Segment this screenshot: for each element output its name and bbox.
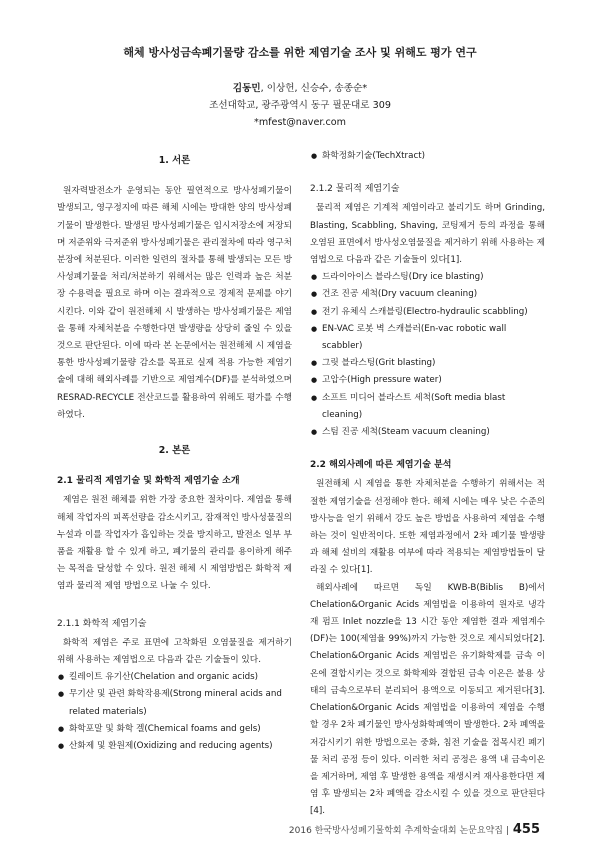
list-item: ● 소프트 미디어 블라스트 세척(Soft media blast cleaning) [310, 390, 545, 424]
page-number: 455 [512, 822, 540, 837]
section-title-body: 2. 본론 [158, 445, 191, 457]
chemical-method-list-continued [310, 148, 545, 165]
subsection-title-2-1: 2.1 물리적 제염기술 및 화학적 제염기술 소개 [57, 476, 240, 487]
list-item: ● 그릿 블라스팅(Grit blasting) [310, 355, 545, 372]
list-item: ● 스팀 진공 세척(Steam vacuum cleaning) [310, 424, 545, 441]
subsection-title-2-1-2: 2.1.2 물리적 제염기술 [310, 184, 400, 195]
list-item: ● 화학정화기술(TechXtract) [310, 148, 545, 165]
introduction-body: 원자력발전소가 운영되는 동안 필연적으로 방사성폐기물이 발생되고, 영구정지에 따른 해체 시에는 방대한 양의 방사성폐기물이 발생한다. 발생된 방사성폐기물은 임시저장소에 저장되며 저준위와 극저준위 방사성폐기물은 관리절차에 따라 영구처분장에 처분된다. 이러한 일련의 절차를 통해 발생되는 모든 방사성폐기물을 처리/처분하기 위해서는 많은 인력과 높은 처분장 수용력을 필요로 하며 이는 결과적으로 경제적 문제를 야기시킨다. 이와 같이 원전해체 시 발생하는 방사성폐기물은 제염을 통해 자체처분을 수행한다면 발생량을 상당히 줄일 수 있을 것으로 판단된다. 이에 따라 본 논문에서는 원전해체 시 제염을 통한 방사성폐기물량 감소를 목표로 실제 적용 가능한 제염기술에 대해 해외사례를 기반으로 제염계수(DF)를 분석하였으며 RESRAD-RECYCLE 전산코드를 활용하여 위해도 평가를 수행하였다. [57, 186, 292, 420]
list-item: ● 화학포말 및 화학 겔(Chemical foams and gels) [57, 721, 292, 738]
list-item: ● 산화제 및 환원제(Oxidizing and reducing agents) [57, 738, 292, 755]
subsection-2-2-body-2: 해외사례에 따르면 독일 KWB-B(Biblis B)에서 Chelation&Organic Acids 제염법을 이용하여 원자로 냉각재 펌프 Inlet nozzle을 13 시간 동안 제염한 결과 제염계수(DF)는 100(제염율 99%)까지 가능한 것으로 제시되었다[2]. Chelation&Organic Acids 제염법은 유기화학제를 금속 이온에 결합시키는 것으로 화학제와 결합된 금속 이온은 불용 상태의 금속으로부터 분리되어 용액으로 이동되고 제거된다[3]. Chelation&Organic Acids 제염법을 이용하여 제염을 수행할 경우 2차 폐기물인 방사성화학폐액이 발생한다. 2차 폐액을 저감시키기 위한 방법으로는 중화, 침전 기술을 접목시킨 폐기물 처리 공정 등이 있다. 이러한 처리 공정은 용액 내 금속이온을 제거하며, 제염 후 발생한 용액을 재생시켜 재사용한다면 제염 후 발생되는 2차 폐액을 감소시킬 수 있을 것으로 판단된다[4]. [310, 582, 545, 817]
author-block [0, 80, 600, 131]
subsection-2-2-body-1: 원전해체 시 제염을 통한 자체처분을 수행하기 위해서는 적절한 제염기술을 선정해야 한다. 해체 시에는 매우 낮은 수준의 방사능을 얻기 위해서 강도 높은 방법을 사용하여 제염을 수행하는 것이 일반적이다. 또한 제염과정에서 2차 폐기물 발생량과 해체 설비의 재활용 여부에 따라 적용되는 제염방법들이 달라질 수 있다[1]. [310, 479, 545, 576]
list-item: ● 무기산 및 관련 화학작용제(Strong mineral acids and related materials) [57, 686, 292, 720]
subsection-title-2-2: 2.2 해외사례에 따른 제염기술 분석 [310, 460, 452, 471]
subsection-2-1-2-body: 물리적 제염은 기계적 제염이라고 불리기도 하며 Grinding, Blasting, Scabbling, Shaving, 코팅제거 등의 과정을 통해 오염된 표면에서 방사성오염물질을 제거하기 위해 사용하는 제염법으로 다음과 같은 기술들이 있다[1]. [310, 203, 545, 266]
list-item: ● 드라이아이스 블라스팅(Dry ice blasting) [310, 269, 545, 286]
section-title-introduction: 1. 서론 [158, 155, 191, 166]
left-column [57, 148, 292, 755]
subsection-title-2-1-1: 2.1.1 화학적 제염기술 [57, 618, 147, 629]
list-item: ● 건조 진공 세척(Dry vacuum cleaning) [310, 286, 545, 303]
lead-author: 김동민 [232, 83, 261, 94]
subsection-2-1-body: 제염은 원전 해체를 위한 가장 중요한 절차이다. 제염을 통해 해체 작업자의 피폭선량을 감소시키고, 잠재적인 방사성물질의 누설과 이를 작업자가 흡입하는 것을 방지하고, 발전소 일부 부품을 재활용 할 수 있게 하고, 폐기물의 관리를 용이하게 해주는 목적을 달성할 수 있다. 원전 해체 시 제염방법은 화학적 제염과 물리적 제염 방법으로 나눌 수 있다. [57, 495, 292, 592]
page-footer [289, 822, 540, 837]
list-item: ● 전기 유체식 스캐블링(Electro-hydraulic scabbling) [310, 304, 545, 321]
list-item: ● 고압수(High pressure water) [310, 372, 545, 389]
email: *mfest@naver.com [254, 117, 346, 128]
author-line [0, 80, 600, 97]
list-item: ● EN-VAC 로봇 벽 스캐블러(En-vac robotic wall scabbler) [310, 321, 545, 355]
footer-label: 2016 한국방사성폐기물학회 추계학술대회 논문요약집 | [288, 826, 509, 836]
affiliation: 조선대학교, 광주광역시 동구 필문대로 309 [209, 100, 391, 111]
subsection-2-1-1-body: 화학적 제염은 주로 표면에 고착화된 오염물질을 제거하기 위해 사용하는 제염법으로 다음과 같은 기술들이 있다. [57, 637, 292, 666]
physical-method-list [310, 269, 545, 441]
co-authors: , 이상헌, 신승수, 송종순* [260, 83, 368, 94]
right-column [310, 148, 545, 821]
list-item: ● 킬레이트 유기산(Chelation and organic acids) [57, 669, 292, 686]
paper-title: 해체 방사성금속폐기물량 감소를 위한 제염기술 조사 및 위해도 평가 연구 [123, 46, 477, 59]
chemical-method-list [57, 669, 292, 755]
